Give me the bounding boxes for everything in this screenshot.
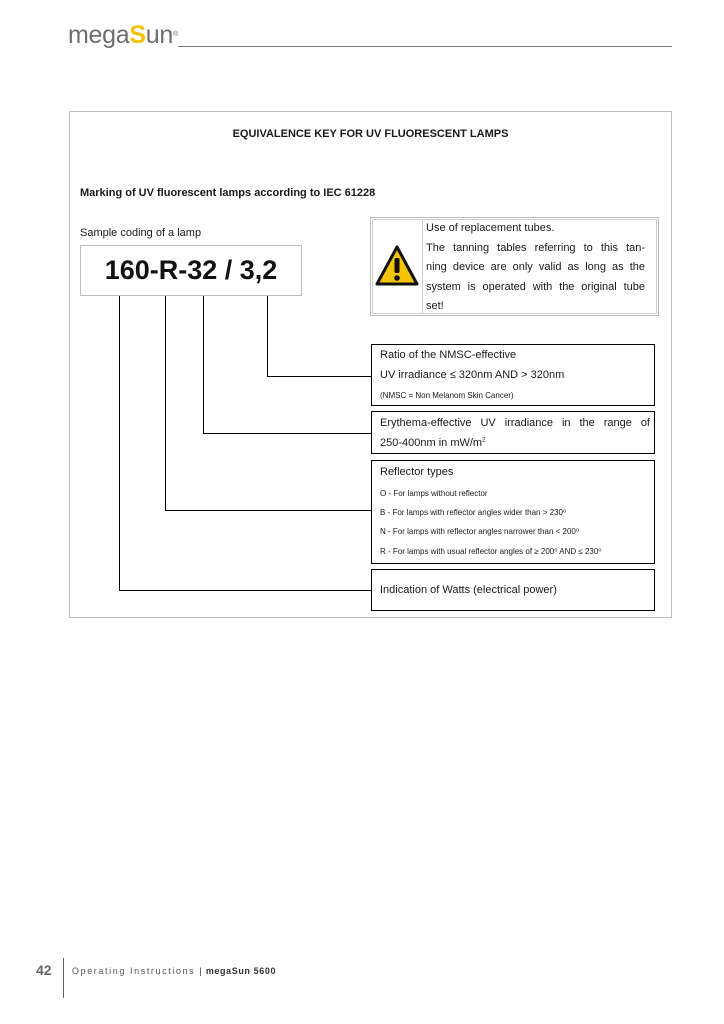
warning-text xyxy=(426,219,645,317)
logo-registered-mark: ® xyxy=(172,31,178,38)
connector-ratio-horizontal xyxy=(267,376,371,377)
reflector-types-heading: Reflector types xyxy=(380,466,454,478)
nmsc-ratio-description: UV irradiance ≤ 320nm AND > 320nm xyxy=(380,369,565,381)
reflector-type-item: N - For lamps with reflector angles narrower than < 200⁰ xyxy=(380,527,580,536)
footer-text xyxy=(72,966,276,976)
sample-coding-label: Sample coding of a lamp xyxy=(80,227,202,239)
megasun-logo xyxy=(68,20,178,50)
logo-prefix: mega xyxy=(68,21,130,49)
connector-erythema-vertical xyxy=(203,296,204,434)
reflector-type-item: R - For lamps with usual reflector angles of ≥ 200⁰ AND ≤ 230⁰ xyxy=(380,547,602,556)
connector-reflector-vertical xyxy=(165,296,166,511)
footer-doc-title: Operating Instructions xyxy=(72,966,196,976)
footer-separator: | xyxy=(199,966,202,976)
erythema-line-1: Erythema-effective UV irradiance in the range of xyxy=(380,417,650,429)
nmsc-ratio-title: Ratio of the NMSC-effective xyxy=(380,349,517,361)
nmsc-ratio-note: (NMSC = Non Melanom Skin Cancer) xyxy=(380,391,514,400)
reflector-type-item: O - For lamps without reflector xyxy=(380,489,488,498)
reflector-type-item: B - For lamps with reflector angles wider than > 230⁰ xyxy=(380,508,567,517)
logo-s: S xyxy=(129,21,146,49)
logo-suffix: un xyxy=(145,21,173,49)
nmsc-ratio-box xyxy=(371,344,655,406)
warning-line: ning device are only valid as long as the xyxy=(426,261,645,273)
warning-line: Use of replacement tubes. xyxy=(426,222,555,234)
warning-table-divider xyxy=(422,219,423,314)
warning-line: system is operated with the original tube xyxy=(426,280,645,293)
warning-line: The tanning tables referring to this tan- xyxy=(426,241,645,254)
watts-description: Indication of Watts (electrical power) xyxy=(380,584,557,596)
connector-reflector-horizontal xyxy=(165,510,371,511)
connector-watts-horizontal xyxy=(119,590,371,591)
footer-rule xyxy=(63,958,64,998)
page-number: 42 xyxy=(36,962,52,978)
page-title: EQUIVALENCE KEY FOR UV FLUORESCENT LAMPS xyxy=(232,128,509,140)
connector-watts-vertical xyxy=(119,296,120,591)
header-rule xyxy=(178,46,672,47)
reflector-types-box xyxy=(371,460,655,564)
section-subtitle: Marking of UV fluorescent lamps according to IEC 61228 xyxy=(80,187,376,199)
connector-ratio-vertical xyxy=(267,296,268,377)
connector-erythema-horizontal xyxy=(203,433,371,434)
watts-box xyxy=(371,569,655,611)
warning-line: set! xyxy=(426,300,444,312)
erythema-box xyxy=(371,411,655,454)
erythema-line-2 xyxy=(380,437,485,449)
warning-triangle-icon xyxy=(374,244,420,288)
erythema-superscript: 2 xyxy=(482,437,486,444)
lamp-code-box: 160-R-32 / 3,2 xyxy=(80,245,302,296)
footer-model: megaSun 5600 xyxy=(205,966,277,976)
erythema-line-2-text: 250-400nm in mW/m xyxy=(380,437,483,449)
